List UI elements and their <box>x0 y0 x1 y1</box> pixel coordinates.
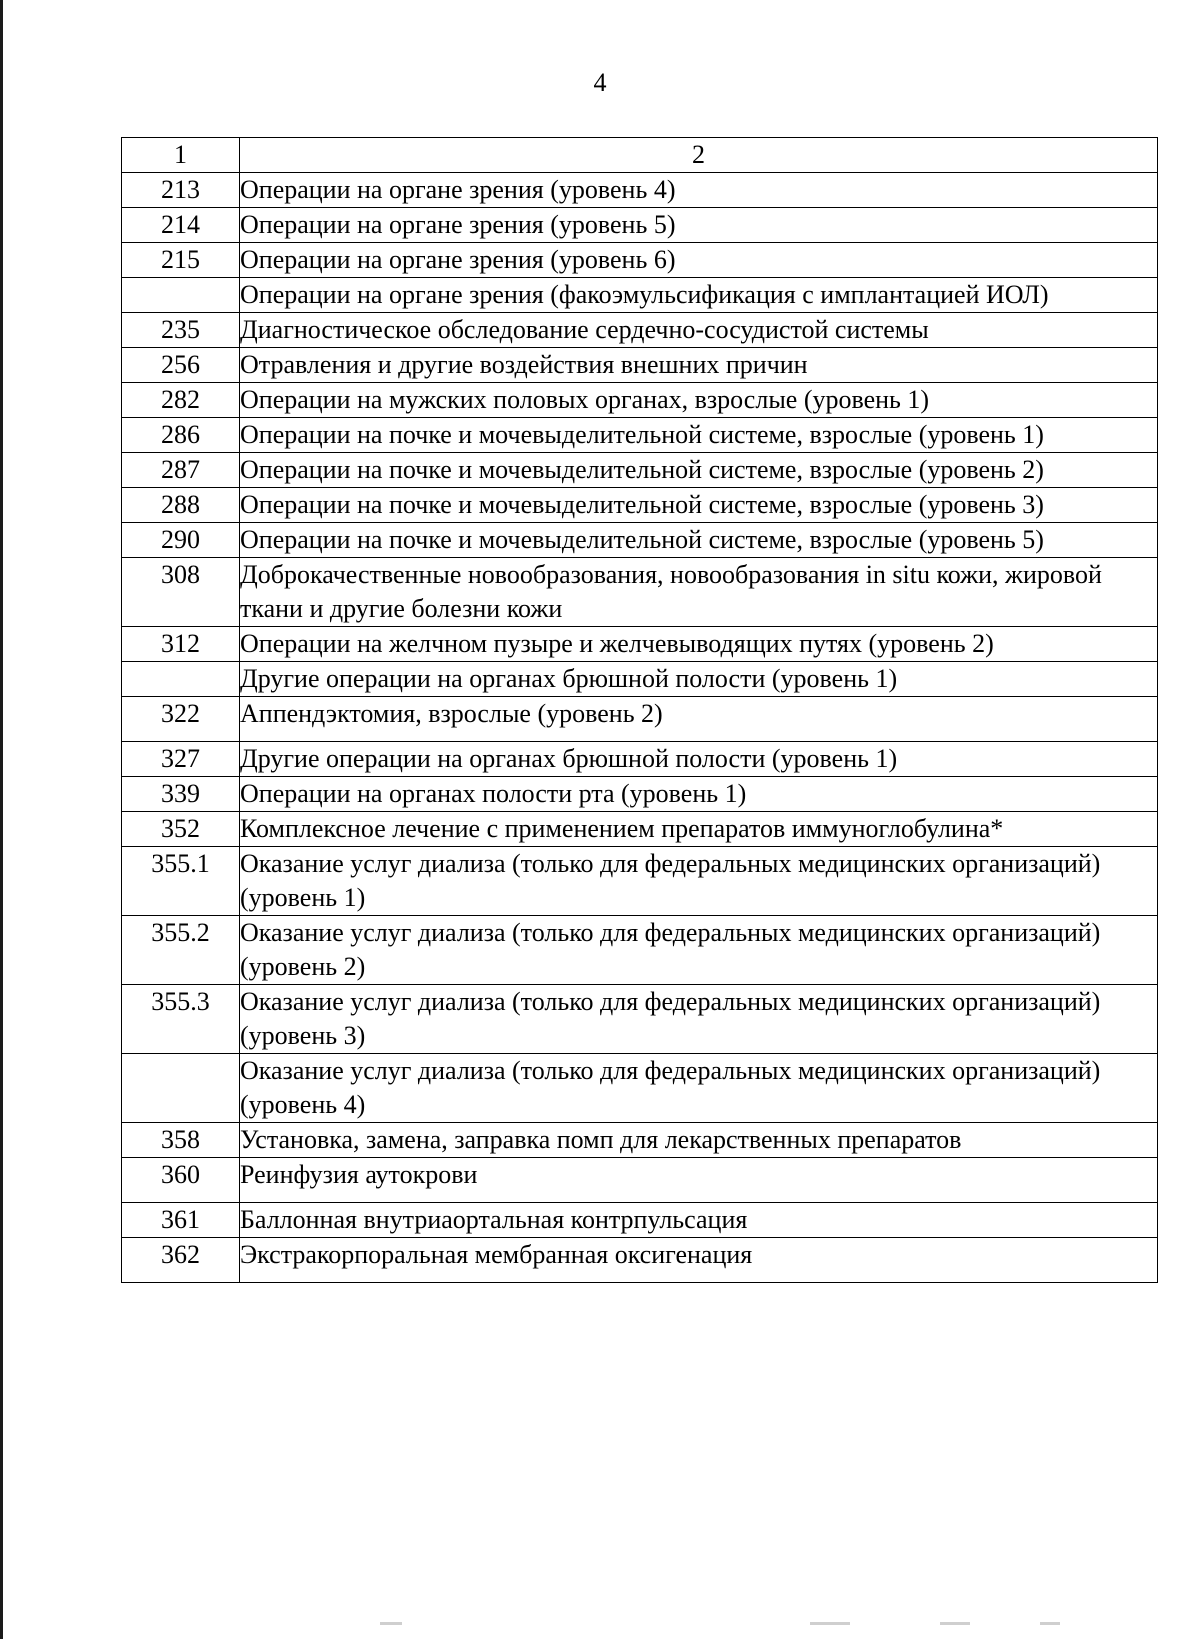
row-text: Операции на почке и мочевыделительной системе, взрослые (уровень 2) <box>240 453 1158 488</box>
row-code: 256 <box>122 348 240 383</box>
row-text: Установка, замена, заправка помп для лекарственных препаратов <box>240 1123 1158 1158</box>
table-header-row <box>122 138 1158 173</box>
row-code: 362 <box>122 1238 240 1283</box>
row-code: 339 <box>122 777 240 812</box>
row-code <box>122 278 240 313</box>
row-text: Доброкачественные новообразования, новообразования in situ кожи, жировой ткани и другие болезни кожи <box>240 558 1158 627</box>
table-row <box>122 812 1158 847</box>
row-text: Оказание услуг диализа (только для федеральных медицинских организаций) (уровень 2) <box>240 916 1158 985</box>
table-row <box>122 627 1158 662</box>
page-number: 4 <box>593 68 607 97</box>
table-row <box>122 208 1158 243</box>
row-text: Операции на мужских половых органах, взрослые (уровень 1) <box>240 383 1158 418</box>
column-header-1: 1 <box>122 138 240 173</box>
table-row <box>122 1203 1158 1238</box>
row-code: 355.2 <box>122 916 240 985</box>
table-row <box>122 173 1158 208</box>
row-text: Отравления и другие воздействия внешних причин <box>240 348 1158 383</box>
table-row <box>122 697 1158 742</box>
row-text: Диагностическое обследование сердечно-сосудистой системы <box>240 313 1158 348</box>
table-row <box>122 916 1158 985</box>
row-code: 361 <box>122 1203 240 1238</box>
row-text: Операции на почке и мочевыделительной системе, взрослые (уровень 3) <box>240 488 1158 523</box>
row-text: Операции на органе зрения (уровень 4) <box>240 173 1158 208</box>
row-text: Экстракорпоральная мембранная оксигенация <box>240 1238 1158 1283</box>
table-row <box>122 1054 1158 1123</box>
row-text: Операции на органе зрения (факоэмульсификация с имплантацией ИОЛ) <box>240 278 1158 313</box>
row-code: 360 <box>122 1158 240 1203</box>
row-code: 286 <box>122 418 240 453</box>
row-text: Оказание услуг диализа (только для федеральных медицинских организаций) (уровень 4) <box>240 1054 1158 1123</box>
table-row <box>122 383 1158 418</box>
table-row <box>122 348 1158 383</box>
row-text: Комплексное лечение с применением препаратов иммуноглобулина* <box>240 812 1158 847</box>
row-code <box>122 1054 240 1123</box>
row-text: Другие операции на органах брюшной полости (уровень 1) <box>240 742 1158 777</box>
table-row <box>122 488 1158 523</box>
table-row <box>122 558 1158 627</box>
row-text: Другие операции на органах брюшной полости (уровень 1) <box>240 662 1158 697</box>
table-row <box>122 243 1158 278</box>
table-row <box>122 847 1158 916</box>
row-text: Операции на органах полости рта (уровень 1) <box>240 777 1158 812</box>
row-text: Реинфузия аутокрови <box>240 1158 1158 1203</box>
row-code: 235 <box>122 313 240 348</box>
table-row <box>122 523 1158 558</box>
table-row <box>122 1123 1158 1158</box>
row-text: Операции на органе зрения (уровень 5) <box>240 208 1158 243</box>
row-code: 215 <box>122 243 240 278</box>
row-text: Операции на желчном пузыре и желчевыводящих путях (уровень 2) <box>240 627 1158 662</box>
table-row <box>122 985 1158 1054</box>
row-code: 358 <box>122 1123 240 1158</box>
row-code: 352 <box>122 812 240 847</box>
row-text: Аппендэктомия, взрослые (уровень 2) <box>240 697 1158 742</box>
row-code: 288 <box>122 488 240 523</box>
table-row <box>122 777 1158 812</box>
row-code: 355.3 <box>122 985 240 1054</box>
table-row <box>122 662 1158 697</box>
table-row <box>122 453 1158 488</box>
row-code <box>122 662 240 697</box>
table-row <box>122 742 1158 777</box>
row-text: Баллонная внутриаортальная контрпульсация <box>240 1203 1158 1238</box>
scan-artifact-marks <box>380 1622 1080 1628</box>
row-code: 214 <box>122 208 240 243</box>
ksg-table <box>121 137 1158 1283</box>
row-code: 213 <box>122 173 240 208</box>
row-code: 327 <box>122 742 240 777</box>
table-row <box>122 313 1158 348</box>
row-code: 282 <box>122 383 240 418</box>
row-code: 287 <box>122 453 240 488</box>
table-row <box>122 418 1158 453</box>
column-header-2: 2 <box>240 138 1158 173</box>
row-text: Оказание услуг диализа (только для федеральных медицинских организаций) (уровень 1) <box>240 847 1158 916</box>
row-code: 290 <box>122 523 240 558</box>
table-row <box>122 1238 1158 1283</box>
row-code: 312 <box>122 627 240 662</box>
row-text: Операции на органе зрения (уровень 6) <box>240 243 1158 278</box>
table-row <box>122 1158 1158 1203</box>
row-code: 322 <box>122 697 240 742</box>
left-edge-rule <box>0 0 3 1639</box>
table-row <box>122 278 1158 313</box>
row-text: Операции на почке и мочевыделительной системе, взрослые (уровень 5) <box>240 523 1158 558</box>
row-code: 355.1 <box>122 847 240 916</box>
row-text: Оказание услуг диализа (только для федеральных медицинских организаций) (уровень 3) <box>240 985 1158 1054</box>
row-code: 308 <box>122 558 240 627</box>
row-text: Операции на почке и мочевыделительной системе, взрослые (уровень 1) <box>240 418 1158 453</box>
